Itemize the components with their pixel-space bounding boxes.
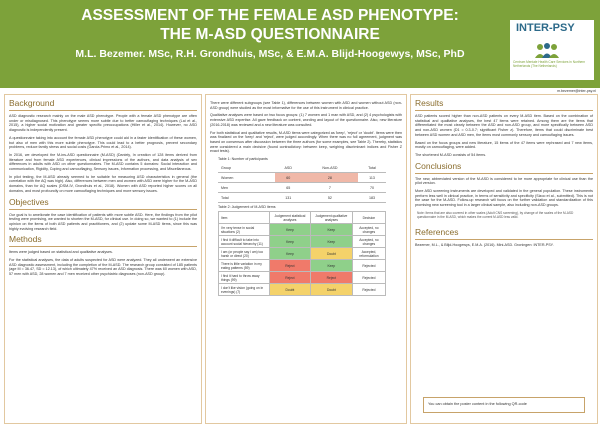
objectives-heading: Objectives [9,196,49,207]
background-heading: Background [9,98,55,108]
conclusions-heading: Conclusions [415,160,462,171]
table-cell: 131 [275,193,302,203]
results-paragraph-3: The shortened M-ASD consists of 54 items. [415,152,487,157]
table-cell: 183 [358,193,386,203]
table-header-row [218,163,386,173]
logo-text: INTER-PSY [516,22,575,34]
table-cell: I am (or people say I am) too harsh or direct (20) [219,248,270,260]
table-cell: 60 [275,173,302,183]
divider [415,110,593,111]
table-row [219,224,386,236]
table-cell: 65 [275,183,302,193]
table-cell: Keep [310,224,352,236]
table-header-cell: Total [358,163,386,173]
judgement-table [218,211,386,296]
title-line-1: ASSESSMENT OF THE FEMALE ASD PHENOTYPE: [81,7,459,24]
table-row [219,260,386,272]
table-cell: Total [218,193,275,203]
references-paragraph: Bezemer, M.L., & Blijd-Hoogewys, E.M.A. (2016). Mini-ASD. Groningen: INTER-PSY. [415,242,554,247]
table-cell: Rejected [352,272,385,284]
qr-code-text: You can obtain the poster content in the following QR-code [428,402,527,406]
table-1-title: Table 1: Number of participants [218,157,268,162]
table-cell: Reject [270,272,311,284]
results-heading: Results [415,98,444,108]
poster-title [40,6,500,44]
table-header-cell: Judgement statistical analyses [270,212,311,224]
table-cell: Accepted, no changes [352,224,385,236]
table-cell: Doubt [310,284,352,296]
middle-paragraph-3: For both statistical and qualitative results, M-ASD items were categorized as 'keep', 'reject' or 'doubt'. Items were then was finalized on the 'keep' and 'reject', were judged accordingly. When there was no full agreement, judgment was based on consensus after discussion between the three authors (for some examples, see Table 2). Thereby, statistics were considered a main decisive (found contradictory: between keep, weighing discriminant indices and Fisher Z exact tests). [210,130,402,154]
table-2-title: Table 2: Judgement of M-ASD items [218,205,276,210]
table-cell: I don't like vision (going on in evenings) (7) [219,284,270,296]
table-cell: Keep [310,236,352,248]
right-column [410,94,598,424]
methods-paragraph-2: For the statistical analyses, the data of adults suspected for ASD were analyzed. They all underwent an extensive ASD diagnostic assessment, including the completion of the M-ASD. The research group consisted of 185 patients (age M = 36.47, SD = 12.13), of which ultimately 47% received an ASD diagnosis. There was 60 women with ASD, 57 men with ASD, 28 women and 7 men received other psychiatric diagnoses (non-ASD group). [9,258,197,277]
logo-figure-icon [532,42,562,58]
table-row [219,272,386,284]
results-paragraph-1: ASD patients scored higher than non-ASD patients on every M-ASD item. Based on the combination of statistical and qualitative analyses, the best 47 items were retained. Among them are the items that differentiated the most clearly between the ASD and non-ASD group, and more specifically between ASD and non-ASD women (D1 = 0.3-0.7; significant Fisher z). Therefore, items that could discriminate best between ASD women and ASD men, the items most commonly sensory and camouflaging issues. [415,114,593,137]
table-header-cell: Non-ASD [302,163,358,173]
table-header-cell: Decision [352,212,385,224]
table-cell: 70 [358,183,386,193]
table-header-cell: Group [218,163,275,173]
table-row [219,284,386,296]
background-paragraph-3: In 2016, we developed the M-ins-ASD questionnaire (M-ASD) (Daniely, In creation of 128 items derived from literature and from female ASD experiences, clinical impressions of the authors, and data analysis of sex differences in adults with ASD on other questionnaires. The M-ASD contains 5 domains: Social interaction and communication, Rigidity, Coping and camouflaging, Sensory issues, Information processing, and Miscellaneous. [9,152,197,172]
table-cell: I'm very tense in social situations (2) [219,224,270,236]
table-cell: Keep [270,248,311,260]
logo-caption: Centrum Mentale Health Care Services in Northern Netherlands (The Netherlands) [513,60,586,68]
table-cell: Men [218,183,275,193]
table-cell: Accepted, no changes [352,236,385,248]
middle-column [205,94,407,424]
middle-paragraph-1: There were different subgroups (see Table 1), differences between women with ASD and women without ASD (non-ASD group) were studied as the most informative for the use of this instrument in clinical practice. [210,101,402,110]
table-row [219,236,386,248]
table-cell: Reject [310,272,352,284]
conclusions-paragraph-2: More ASD screening instruments are developed and validated in the general population. These instruments perform less well in clinical practice, in terms of sensitivity and specificity (Sizoo et al., submitted). This is not the case for the M-ASD. Follow-up research will focus on the further validation and standardization of this promising new screening tool in a larger clinical sample, also including non-ASD groups. [415,189,593,208]
table-cell: There is little variation in my eating patterns (59) [219,260,270,272]
divider [415,239,593,240]
table-cell: Keep [270,236,311,248]
participants-table [218,163,386,203]
background-paragraph-2: A questionnaire taking into account the female ASD phenotype could aid in a faster identification of these women, but also of men with this more subtle phenotype. This could lead to a better prognosis, prevent secondary problems, reduce family stress and social costs (Garcia-Primo et al., 2014). [9,135,197,150]
background-paragraph-1: ASD diagnostic research mainly on the male ASD phenotype. People with a female ASD phenotype are often under or misdiagnosed. This phenotype seems more subtle due to better camouflaging techniques (Lai et al., 2015), a higher social motivation and greater specific preoccupations (Hiller et al., 2014). However, no ASD diagnostic is independently present. [9,114,197,133]
table-cell: Reject [270,260,311,272]
divider [9,209,197,210]
methods-paragraph-1: Items were judged based on statistical and qualitative analyses. [9,250,113,255]
table-header-cell: Item [219,212,270,224]
left-column [4,94,202,424]
table-row [219,248,386,260]
divider [9,246,197,247]
qr-code-box [423,397,585,413]
poster-header [0,0,600,88]
table-header-row [219,212,386,224]
authors: M.L. Bezemer. MSc, R.H. Grondhuis, MSc, & E.M.A. Blijd-Hoogewys, MSc, PhD [75,48,465,60]
table-cell: 7 [302,183,358,193]
table-cell: Keep [310,260,352,272]
contact-email: m.bezemer@inter-psy.nl [557,89,596,93]
table-cell: I find it hard to throw away things (99) [219,272,270,284]
table-cell: 28 [302,173,358,183]
table-cell: Doubt [270,284,311,296]
middle-paragraph-2: Qualitative analyses were based on two focus groups: (1) 7 women and 1 man with ASD, and (2) 4 psychologists with extensive ASD expertise. All gave feedback on content, wording and layout of the questionnaire. Also, new literature (2016-2018) was reviewed and a new literature was consulted. [210,113,402,127]
inter-psy-logo [510,20,594,80]
table-cell: Rejected [352,260,385,272]
objectives-paragraph: Our goal is to ameliorate the case identification of patients with more subtle ASD. Here, the findings from the pilot testing were promising, we wanted to shorten the M-ASD, for clinical use. In doing so, we wanted to (1) include the opinion on the items of both ASD patients and practitioners, and (2) update some M-ASD items, since this was highly evolving research field. [9,212,197,231]
table-header-cell: Judgement qualitative analyses [310,212,352,224]
title-line-2: THE M-ASD QUESTIONNAIRE [160,26,380,43]
table-cell: 52 [302,193,358,203]
table-row [218,173,386,183]
divider [9,110,197,111]
divider [415,173,593,174]
background-paragraph-4: In pilot testing, the M-ASD already seemed to be suitable for measuring ASD characteristics in general (the correlation with the AQ was high). Also, differences between men and women with ASD were higher for the M-ASD domains, than for AQ scales (DSM-IV, Grondhuis et al., 2018). Women with ASD reported higher scores on all domains, and most profoundly on more camouflaging techniques and more sensory issues. [9,174,197,193]
table-cell: I find it difficult to take into account social hierarchy (11) [219,236,270,248]
references-heading: References [415,226,459,237]
methods-heading: Methods [9,234,42,245]
table-cell: Keep [270,224,311,236]
table-cell: Women [218,173,275,183]
table-cell: Doubt [310,248,352,260]
conclusions-paragraph-1: The new, abbreviated version of the M-ASD is considered to be more appropriate for clinical use than the pilot version. [415,176,593,186]
results-paragraph-2: Based on the focus groups and new literature, 15 items of the 47 items were rephrased and 7 new items, mostly on camouflaging, were added. [415,140,593,150]
table-header-cell: ASD [275,163,302,173]
table-cell: Accepted, reformulation [352,248,385,260]
conclusions-note: Note: Items that are also covered in other scales (Adult CNS screening), by change of the scales of the M-ASD questionnaire in the M-ASD, which makes the current M-ASD less valid. [417,210,574,219]
table-row [218,183,386,193]
table-cell: Rejected [352,284,385,296]
table-cell: 113 [358,173,386,183]
table-row [218,193,386,203]
